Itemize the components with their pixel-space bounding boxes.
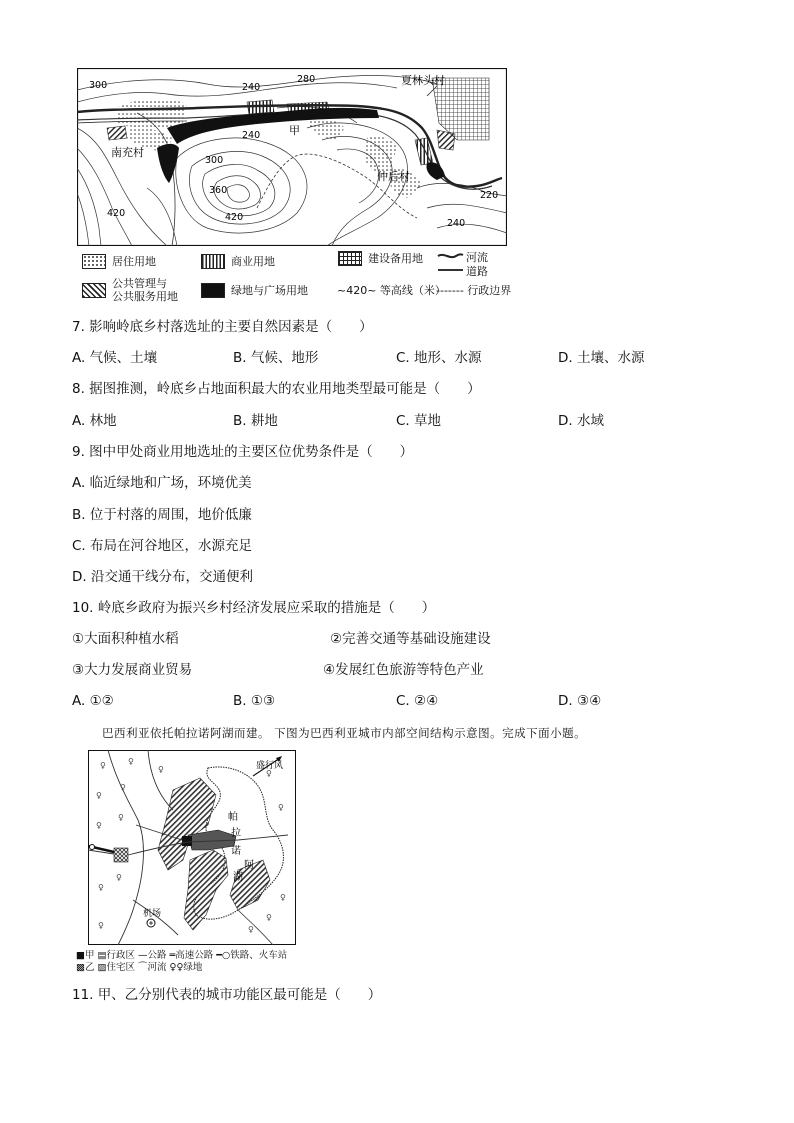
legend-construction: 建设备用地 (368, 252, 423, 265)
legend-swatch-construction (338, 251, 362, 266)
q7-option-c: C. 地形、水源 (396, 350, 482, 366)
prevailing-wind-label: 盛行风 (256, 761, 284, 771)
svg-text:♀: ♀ (116, 873, 122, 882)
legend-commercial: 商业用地 (231, 255, 275, 268)
q8-option-a: A. 林地 (72, 413, 117, 429)
svg-text:♀: ♀ (128, 757, 134, 766)
q10-option-c: C. ②④ (396, 693, 439, 709)
q8-option-b: B. 耕地 (233, 413, 278, 429)
question-11: 11. 甲、乙分别代表的城市功能区最可能是（ ） (72, 987, 382, 1003)
point-label-jia: 甲 (289, 124, 300, 137)
svg-text:♀: ♀ (280, 893, 286, 902)
q7-option-b: B. 气候、地形 (233, 350, 319, 366)
svg-text:♀: ♀ (98, 921, 104, 930)
village-label-zhonghou: 仲后村 (377, 170, 410, 183)
lake-char: 诺 (231, 846, 241, 857)
svg-text:♀: ♀ (118, 813, 124, 822)
svg-text:♀: ♀ (96, 791, 102, 800)
map2-legend-row2: ▩乙 ▨住宅区 ⌒河流 ♀♀绿地 (76, 962, 203, 973)
legend-river: 河流 (466, 251, 488, 264)
airport-label: 机场 (143, 909, 162, 919)
contour-label: 220 (480, 190, 499, 201)
question-9: 9. 图中甲处商业用地选址的主要区位优势条件是（ ） (72, 444, 414, 460)
legend-contour: ~420~ 等高线（米） (337, 284, 446, 297)
contour-label: 240 (242, 82, 261, 93)
contour-label: 420 (107, 208, 126, 219)
question-10: 10. 岭底乡政府为振兴乡村经济发展应采取的措施是（ ） (72, 600, 436, 616)
question-7: 7. 影响岭底乡村落选址的主要自然因素是（ ） (72, 319, 373, 335)
q9-option-b: B. 位于村落的周围，地价低廉 (72, 507, 252, 523)
svg-text:♀: ♀ (98, 883, 104, 892)
map2-legend-row1: ■甲 ▤行政区 —公路 ═高速公路 ━○铁路、火车站 (76, 950, 288, 961)
q9-option-d: D. 沿交通干线分布，交通便利 (72, 569, 253, 585)
lake-char: 湖 (233, 872, 243, 883)
brasilia-intro: 巴西利亚依托帕拉诺阿湖而建。 下图为巴西利亚城市内部空间结构示意图。完成下面小题。 (102, 726, 587, 740)
q10-option-b: B. ①③ (233, 693, 276, 709)
contour-label: 360 (209, 185, 228, 196)
q10-item-2: ②完善交通等基础设施建设 (330, 631, 491, 647)
svg-text:♀: ♀ (158, 765, 164, 774)
legend-public-line2: 公共服务用地 (112, 290, 178, 303)
q7-option-a: A. 气候、土壤 (72, 350, 158, 366)
village-label-nanyuan: 南充村 (111, 146, 144, 159)
q10-option-a: A. ①② (72, 693, 114, 709)
svg-text:♀: ♀ (120, 783, 126, 792)
svg-text:♀: ♀ (266, 913, 272, 922)
lake-char: 帕 (228, 812, 238, 823)
contour-label: 300 (205, 155, 224, 166)
legend-swatch-residential (82, 254, 106, 269)
svg-text:♀: ♀ (266, 769, 272, 778)
legend-swatch-public (82, 283, 106, 298)
lake-char: 拉 (231, 828, 241, 839)
legend-swatch-green (201, 283, 225, 298)
q8-option-d: D. 水域 (558, 413, 604, 429)
svg-text:♀: ♀ (96, 821, 102, 830)
brasilia-map (88, 750, 296, 945)
village-label-xialintou: 夏林头村 (401, 74, 445, 87)
q10-item-4: ④发展红色旅游等特色产业 (323, 662, 484, 678)
q9-option-c: C. 布局在河谷地区，水源充足 (72, 538, 253, 554)
svg-text:♀: ♀ (248, 925, 254, 934)
legend-swatch-commercial (201, 254, 225, 269)
legend-residential: 居住用地 (112, 255, 156, 268)
contour-label: 420 (225, 212, 244, 223)
q7-option-d: D. 土壤、水源 (558, 350, 645, 366)
legend-boundary: ------- 行政边界 (436, 284, 512, 297)
svg-text:♀: ♀ (100, 761, 106, 770)
legend-road: 道路 (466, 265, 488, 278)
q10-option-d: D. ③④ (558, 693, 602, 709)
q8-option-c: C. 草地 (396, 413, 442, 429)
contour-label: 240 (242, 130, 261, 141)
legend-green: 绿地与广场用地 (231, 284, 308, 297)
contour-label: 300 (89, 80, 108, 91)
legend-public-line1: 公共管理与 (112, 277, 167, 290)
svg-text:♀: ♀ (278, 803, 284, 812)
legend-river-road-icon (436, 250, 464, 278)
q9-option-a: A. 临近绿地和广场，环境优美 (72, 475, 252, 491)
contour-label: 280 (297, 74, 316, 85)
q10-item-3: ③大力发展商业贸易 (72, 662, 193, 678)
question-8: 8. 据图推测，岭底乡占地面积最大的农业用地类型最可能是（ ） (72, 381, 481, 397)
lake-char: 阿 (244, 860, 254, 871)
q10-item-1: ①大面积种植水稻 (72, 631, 179, 647)
contour-label: 240 (447, 218, 466, 229)
topographic-map (77, 68, 507, 246)
